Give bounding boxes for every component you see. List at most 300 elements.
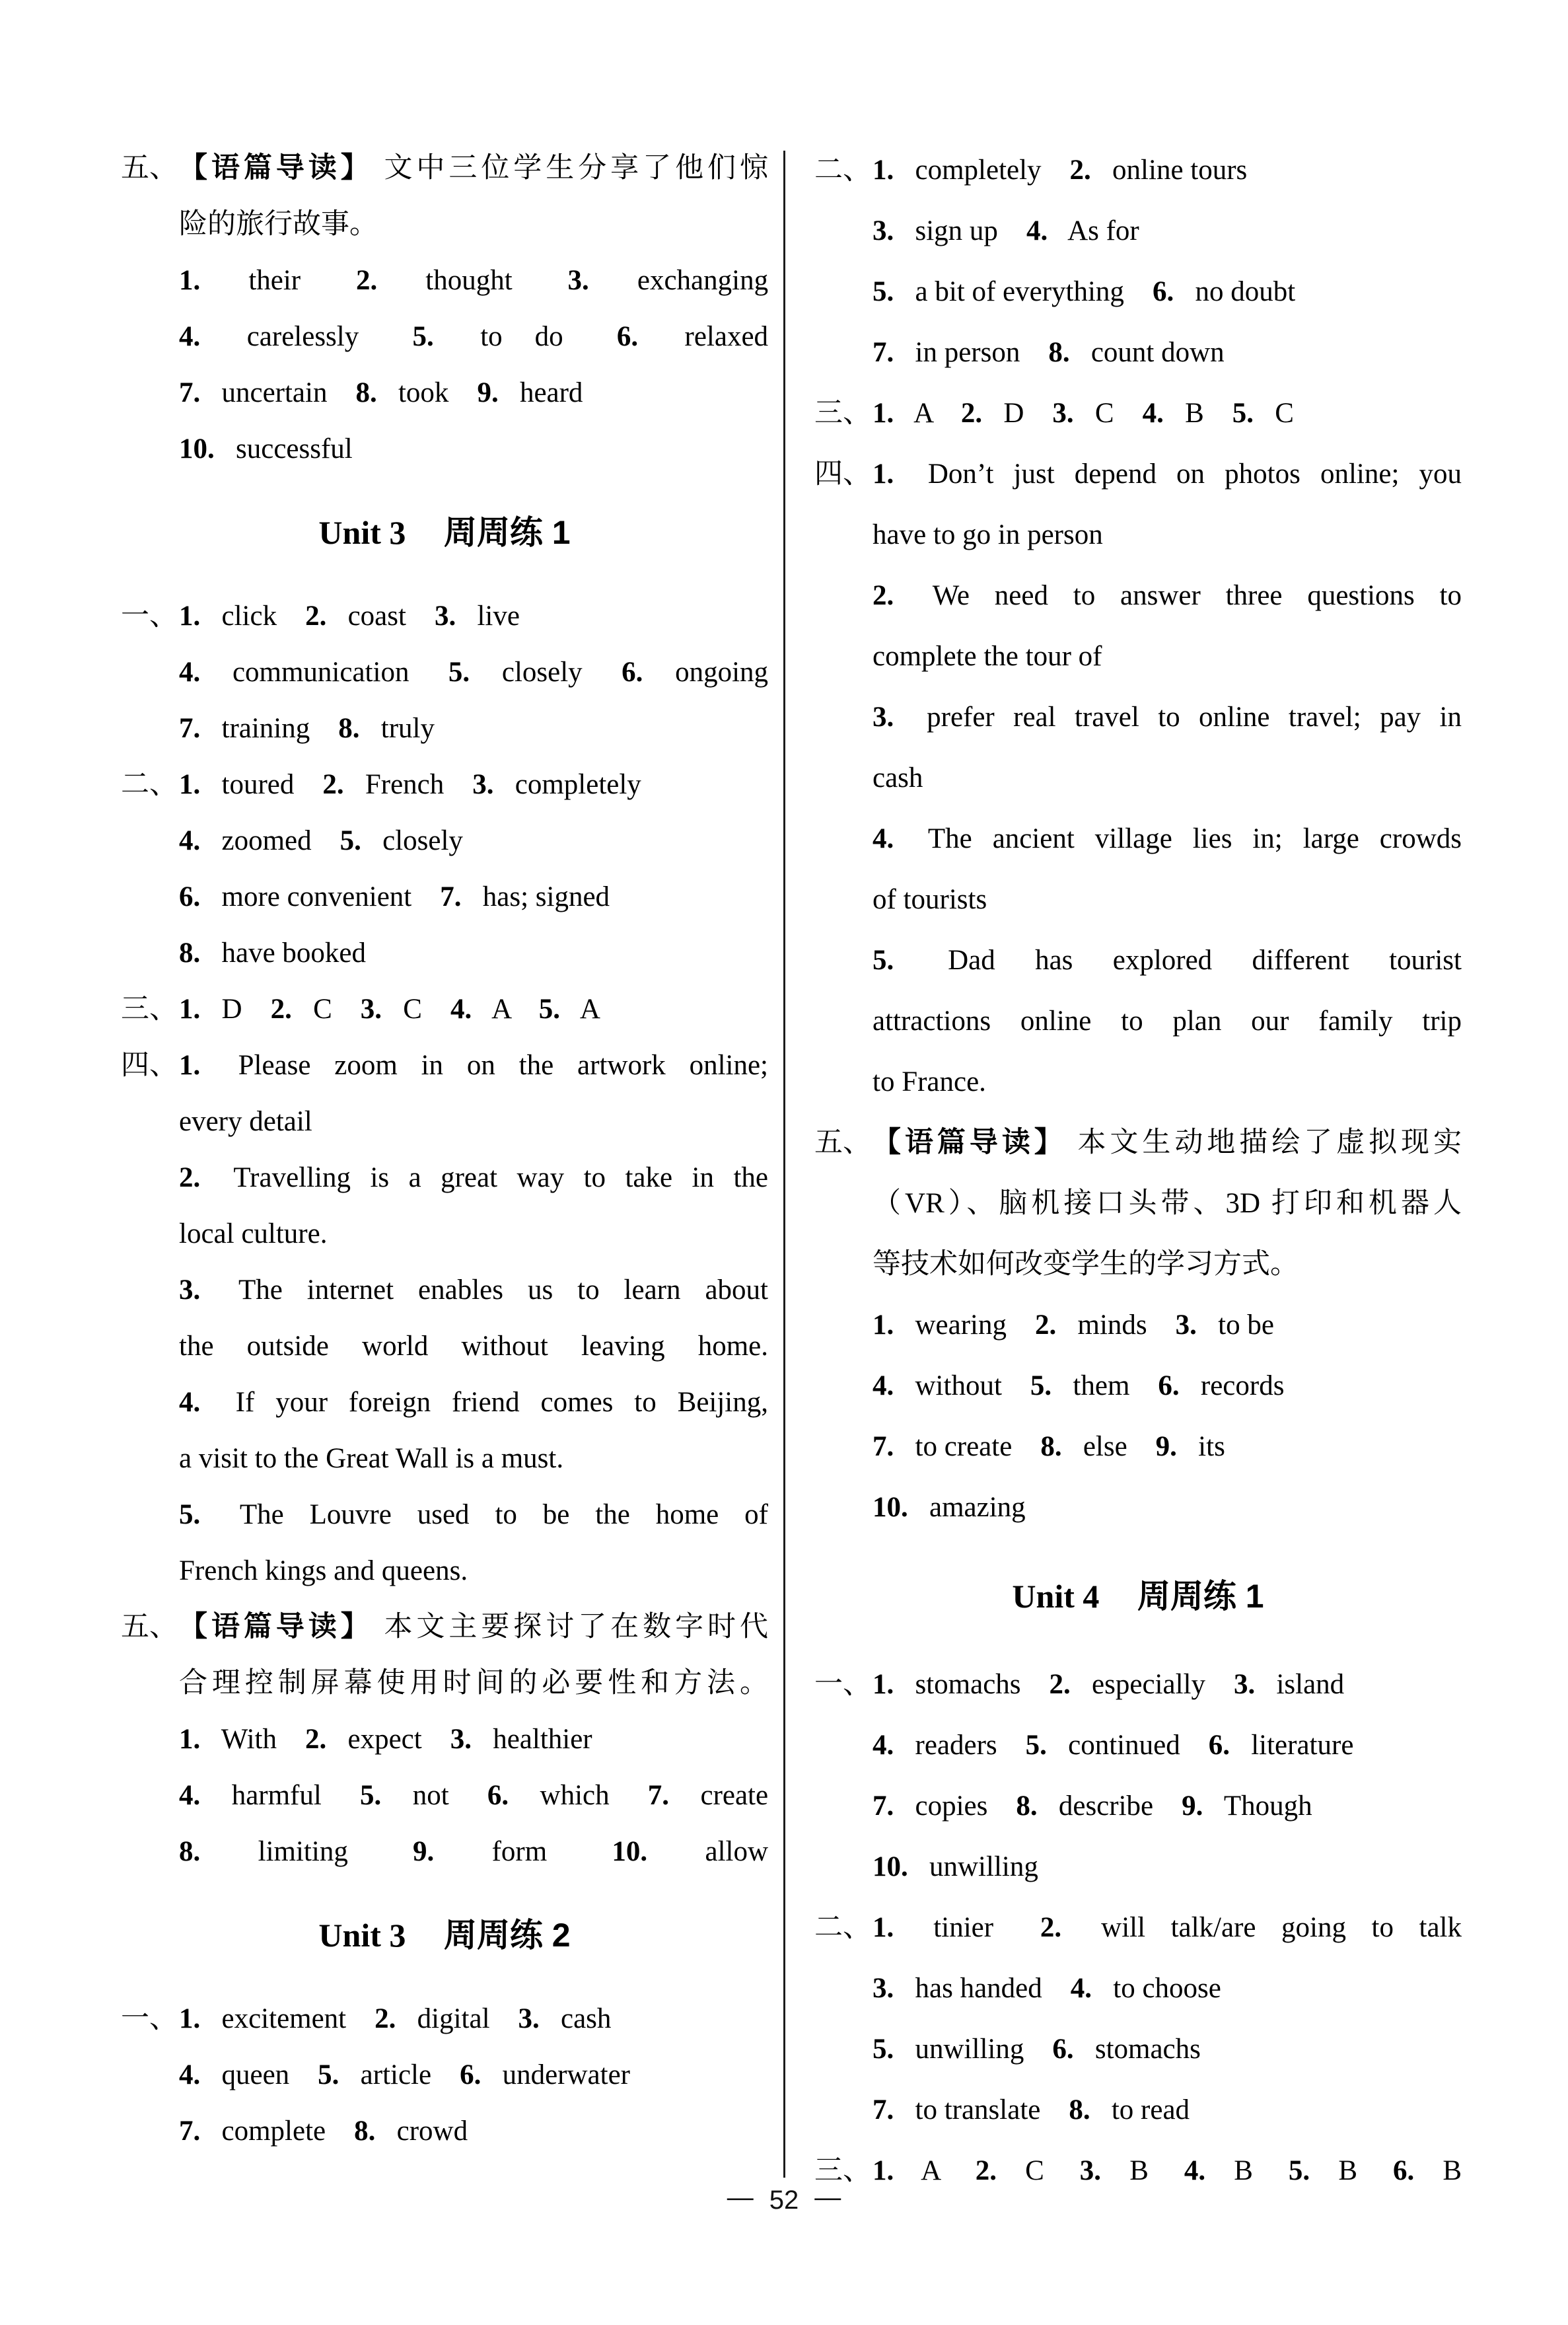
answer-text: its xyxy=(1198,1431,1225,1462)
answer-number: 5. xyxy=(873,276,894,307)
answer-number: 3. xyxy=(450,1724,472,1755)
answer-line xyxy=(121,1655,768,1711)
line-content xyxy=(179,196,768,252)
answer-text: 等技术如何改变学生的学习方式。 xyxy=(873,1249,1299,1280)
line-content xyxy=(179,644,768,700)
answer-number: 10. xyxy=(873,1851,908,1882)
answer-number: 1. xyxy=(873,398,894,429)
line-content xyxy=(179,1374,768,1430)
answer-line xyxy=(121,700,768,757)
answer-text: completely xyxy=(515,769,641,800)
answer-text: complete the tour of xyxy=(873,641,1102,672)
answer-number: 6. xyxy=(1152,276,1174,307)
answer-number: 3. xyxy=(1079,2155,1101,2186)
answer-text: their xyxy=(248,265,301,296)
guide-label: 【语篇导读】 xyxy=(179,153,373,184)
section-marker: 二、 xyxy=(121,769,178,800)
answer-number: 2. xyxy=(1049,1669,1071,1700)
answer-number: 2. xyxy=(322,769,344,800)
answer-number: 7. xyxy=(179,2116,201,2147)
answer-text: a bit of everything xyxy=(915,276,1124,307)
line-content xyxy=(179,1430,768,1487)
answer-text: prefer real travel to online travel; pay in xyxy=(927,702,1462,733)
answer-number: 4. xyxy=(450,994,472,1025)
answer-number: 1. xyxy=(179,2003,201,2034)
answer-line xyxy=(814,1052,1462,1113)
answer-text: unwilling xyxy=(929,1851,1038,1882)
line-content xyxy=(179,700,768,757)
answer-number: 2. xyxy=(975,2155,997,2186)
answer-number: 5. xyxy=(179,1499,201,1530)
answer-text: stomachs xyxy=(1094,2034,1201,2065)
line-content xyxy=(873,748,1462,809)
answer-text: limiting xyxy=(258,1836,348,1867)
answer-number: 5. xyxy=(360,1780,382,1811)
answer-number: 8. xyxy=(354,2116,376,2147)
line-content xyxy=(179,1150,768,1206)
answer-text: （VR）、脑机接口头带、3D 打印和机器人 xyxy=(873,1188,1462,1219)
answer-text: heard xyxy=(519,377,583,408)
answer-text: completely xyxy=(915,155,1042,186)
answer-text: to translate xyxy=(915,2094,1041,2125)
answer-line xyxy=(121,2047,768,2103)
answer-text: communication xyxy=(232,657,410,688)
section-marker: 三、 xyxy=(814,2155,871,2186)
line-content xyxy=(179,252,768,309)
answer-text: French xyxy=(365,769,445,800)
answer-number: 10. xyxy=(612,1836,648,1867)
line-content xyxy=(873,930,1462,991)
answer-text: stomachs xyxy=(915,1669,1021,1700)
answer-text: French kings and queens. xyxy=(179,1555,468,1586)
line-content xyxy=(873,869,1462,930)
line-content xyxy=(179,1487,768,1543)
answer-text: carelessly xyxy=(246,321,359,352)
answer-number: 1. xyxy=(179,769,201,800)
answer-text: C xyxy=(403,994,422,1025)
answer-text: As for xyxy=(1067,215,1139,246)
answer-text: A xyxy=(579,994,600,1025)
answer-text: training xyxy=(221,713,310,744)
answer-number: 7. xyxy=(873,1431,894,1462)
page-number-value: 52 xyxy=(769,2186,799,2215)
answer-number: 9. xyxy=(1182,1790,1203,1822)
answer-number: 7. xyxy=(873,1790,894,1822)
line-content xyxy=(179,1543,768,1599)
answer-number: 3. xyxy=(434,601,456,632)
section-marker: 四、 xyxy=(121,1050,178,1081)
answer-number: 6. xyxy=(179,881,201,912)
answer-text: harmful xyxy=(231,1780,322,1811)
answer-number: 3. xyxy=(472,769,494,800)
answer-text: excitement xyxy=(221,2003,347,2034)
answer-line xyxy=(814,201,1462,262)
heading-content xyxy=(814,1565,1462,1628)
answer-number: 3. xyxy=(1175,1310,1197,1341)
answer-number: 3. xyxy=(518,2003,540,2034)
answer-line xyxy=(121,1599,768,1655)
answer-number: 3. xyxy=(873,1973,894,2004)
answer-number: 5. xyxy=(1232,398,1254,429)
answer-line xyxy=(121,1093,768,1150)
answer-line xyxy=(121,757,768,813)
line-content xyxy=(179,421,768,477)
answer-text: Please zoom in on the artwork online; xyxy=(238,1050,769,1081)
answer-number: 2. xyxy=(1069,155,1091,186)
line-content xyxy=(179,1655,768,1711)
answer-text: in person xyxy=(915,337,1020,368)
answer-number: 8. xyxy=(1069,2094,1090,2125)
answer-text: ongoing xyxy=(675,657,769,688)
line-content xyxy=(873,1776,1462,1837)
answer-text: 本文主要探讨了在数字时代 xyxy=(384,1611,769,1642)
answer-text: Dad has explored different tourist xyxy=(948,945,1462,976)
answer-text: of tourists xyxy=(873,884,987,915)
answer-number: 7. xyxy=(647,1780,670,1811)
answer-number: 2. xyxy=(305,1724,327,1755)
left-column xyxy=(121,140,768,2159)
section-heading xyxy=(121,501,768,564)
answer-number: 5. xyxy=(873,945,894,976)
answer-text: to create xyxy=(915,1431,1013,1462)
answer-text: We need to answer three questions to xyxy=(932,580,1462,611)
answer-text: A xyxy=(913,398,933,429)
answer-line xyxy=(121,1767,768,1824)
answer-line xyxy=(121,1206,768,1262)
answer-number: 9. xyxy=(1155,1431,1177,1462)
answer-number: 7. xyxy=(873,337,894,368)
answer-text: readers xyxy=(915,1730,997,1761)
answer-text: cash xyxy=(873,762,923,793)
answer-line xyxy=(814,140,1462,201)
answer-line xyxy=(814,262,1462,322)
section-marker: 一、 xyxy=(814,1669,871,1700)
answer-line xyxy=(814,1715,1462,1776)
answer-text: digital xyxy=(417,2003,490,2034)
answer-text: queen xyxy=(221,2059,290,2090)
line-content xyxy=(873,262,1462,322)
section-marker: 二、 xyxy=(814,155,871,186)
line-content xyxy=(873,566,1462,626)
answer-line xyxy=(814,1417,1462,1477)
answer-line xyxy=(121,925,768,981)
line-content xyxy=(179,309,768,365)
page-number-dash-right: — xyxy=(814,2183,841,2212)
answer-text: 合理控制屏幕使用时间的必要性和方法。 xyxy=(179,1668,768,1699)
answer-number: 2. xyxy=(179,1162,201,1193)
answer-line xyxy=(121,1318,768,1374)
answer-line xyxy=(121,1262,768,1318)
guide-label: 【语篇导读】 xyxy=(873,1127,1067,1158)
answer-line xyxy=(121,196,768,252)
line-content xyxy=(179,869,768,925)
answer-text: count down xyxy=(1090,337,1225,368)
answer-line xyxy=(814,1173,1462,1234)
answer-text: 文中三位学生分享了他们惊 xyxy=(384,153,769,184)
answer-text: healthier xyxy=(493,1724,592,1755)
answer-text: amazing xyxy=(929,1492,1026,1523)
answer-text: more convenient xyxy=(221,881,412,912)
line-content xyxy=(873,1477,1462,1538)
line-content xyxy=(179,2103,768,2159)
answer-line xyxy=(121,1991,768,2047)
answer-text: thought xyxy=(425,265,513,296)
answer-number: 7. xyxy=(440,881,462,912)
answer-line xyxy=(121,365,768,421)
guide-label: 【语篇导读】 xyxy=(179,1611,373,1642)
answer-text: not xyxy=(412,1780,449,1811)
answer-line xyxy=(814,1898,1462,1958)
answer-text: every detail xyxy=(179,1106,312,1137)
answer-number: 4. xyxy=(873,1370,894,1401)
answer-number: 6. xyxy=(616,321,639,352)
answer-number: 2. xyxy=(873,580,894,611)
section-marker: 一、 xyxy=(121,2003,178,2034)
answer-number: 4. xyxy=(179,1780,201,1811)
answer-text: wearing xyxy=(915,1310,1007,1341)
answer-number: 1. xyxy=(179,601,201,632)
answer-text: D xyxy=(221,994,242,1025)
answer-text: D xyxy=(1003,398,1024,429)
answer-line xyxy=(814,748,1462,809)
answer-line xyxy=(814,1234,1462,1295)
answer-number: 1. xyxy=(873,459,894,490)
answer-text: to be xyxy=(1218,1310,1274,1341)
answer-text: If your foreign friend comes to Beijing, xyxy=(235,1387,768,1418)
answer-line xyxy=(814,1113,1462,1173)
line-content xyxy=(179,1991,768,2047)
answer-line xyxy=(121,1711,768,1767)
heading-content xyxy=(121,501,768,564)
answer-number: 6. xyxy=(1208,1730,1230,1761)
answer-line xyxy=(814,444,1462,505)
answer-number: 1. xyxy=(179,994,201,1025)
answer-text: B xyxy=(1443,2155,1462,2186)
line-content xyxy=(873,1295,1462,1356)
answer-text: Don’t just depend on photos online; you xyxy=(927,459,1462,490)
line-content xyxy=(873,687,1462,748)
answer-text: took xyxy=(398,377,449,408)
answer-text: complete xyxy=(221,2116,326,2147)
answer-line xyxy=(121,1150,768,1206)
answer-text: allow xyxy=(705,1836,769,1867)
section-marker: 三、 xyxy=(121,994,178,1025)
section-marker: 五、 xyxy=(121,153,178,184)
answer-line xyxy=(121,588,768,644)
answer-number: 6. xyxy=(622,657,643,688)
answer-number: 8. xyxy=(1048,337,1070,368)
answer-text: describe xyxy=(1058,1790,1154,1822)
answer-text: has; signed xyxy=(482,881,610,912)
line-content xyxy=(873,991,1462,1052)
line-content xyxy=(179,813,768,869)
answer-text: minds xyxy=(1077,1310,1147,1341)
line-content xyxy=(179,1262,768,1318)
line-content xyxy=(179,1037,768,1093)
answer-number: 3. xyxy=(1233,1669,1256,1700)
answer-number: 1. xyxy=(873,1669,894,1700)
answer-line xyxy=(121,1824,768,1880)
line-content xyxy=(873,322,1462,383)
answer-text: With xyxy=(221,1724,277,1755)
line-content xyxy=(873,201,1462,262)
answer-line xyxy=(814,566,1462,626)
answer-line xyxy=(121,421,768,477)
answer-number: 9. xyxy=(412,1836,435,1867)
answer-number: 10. xyxy=(179,433,215,464)
answer-line xyxy=(121,1374,768,1430)
answer-number: 7. xyxy=(179,377,201,408)
line-content xyxy=(873,1958,1462,2019)
line-content xyxy=(873,1654,1462,1715)
answer-line xyxy=(121,1430,768,1487)
answer-text: the outside world without leaving home. xyxy=(179,1331,768,1362)
line-content xyxy=(873,2019,1462,2080)
answer-number: 4. xyxy=(1184,2155,1206,2186)
answer-text: local culture. xyxy=(179,1218,328,1249)
answer-number: 4. xyxy=(1026,215,1048,246)
answer-text: coast xyxy=(347,601,406,632)
answer-line xyxy=(121,252,768,309)
answer-line xyxy=(814,505,1462,566)
answer-line xyxy=(121,2103,768,2159)
answer-text: island xyxy=(1276,1669,1345,1700)
answer-line xyxy=(814,2019,1462,2080)
line-content xyxy=(873,1234,1462,1295)
answer-number: 5. xyxy=(448,657,470,688)
answer-line xyxy=(814,687,1462,748)
answer-number: 1. xyxy=(873,2155,894,2186)
answer-line xyxy=(814,869,1462,930)
answer-line xyxy=(121,1487,768,1543)
answer-number: 8. xyxy=(355,377,377,408)
line-content xyxy=(873,1113,1462,1173)
line-content xyxy=(873,444,1462,505)
answer-text: Travelling is a great way to take in the xyxy=(233,1162,768,1193)
answer-text: exchanging xyxy=(637,265,769,296)
line-content xyxy=(873,1837,1462,1898)
answer-number: 4. xyxy=(873,1730,894,1761)
section-marker: 一、 xyxy=(121,601,178,632)
line-content xyxy=(179,1093,768,1150)
answer-text: especially xyxy=(1092,1669,1205,1700)
answer-text: have to go in person xyxy=(873,519,1103,550)
answer-text: else xyxy=(1083,1431,1127,1462)
answer-text: 险的旅行故事。 xyxy=(179,209,378,240)
answer-text: records xyxy=(1200,1370,1285,1401)
answer-text: expect xyxy=(347,1724,422,1755)
line-content xyxy=(179,1824,768,1880)
answer-text: C xyxy=(1025,2155,1044,2186)
answer-text: to do xyxy=(480,321,563,352)
answer-text: click xyxy=(221,601,277,632)
answer-text: online tours xyxy=(1112,155,1248,186)
answer-line xyxy=(121,1543,768,1599)
answer-number: 8. xyxy=(179,1836,201,1867)
heading-practice-label: 周周练 2 xyxy=(443,1917,571,1954)
line-content xyxy=(179,981,768,1037)
answer-line xyxy=(121,309,768,365)
answer-text: uncertain xyxy=(221,377,328,408)
answer-number: 4. xyxy=(179,825,201,856)
answer-text: form xyxy=(491,1836,548,1867)
answer-number: 8. xyxy=(1040,1431,1062,1462)
answer-number: 2. xyxy=(355,265,378,296)
answer-line xyxy=(814,626,1462,687)
answer-number: 9. xyxy=(477,377,499,408)
line-content xyxy=(179,925,768,981)
section-heading xyxy=(814,1565,1462,1628)
answer-text: without xyxy=(915,1370,1002,1401)
answer-text: them xyxy=(1073,1370,1130,1401)
answer-number: 2. xyxy=(960,398,983,429)
answer-line xyxy=(814,383,1462,444)
line-content xyxy=(179,1318,768,1374)
answer-line xyxy=(121,981,768,1037)
answer-number: 2. xyxy=(374,2003,396,2034)
answer-number: 4. xyxy=(179,2059,201,2090)
answer-number: 6. xyxy=(1158,1370,1180,1401)
answer-line xyxy=(814,930,1462,991)
answer-text: B xyxy=(1185,398,1204,429)
line-content xyxy=(873,1052,1462,1113)
answer-number: 1. xyxy=(873,1310,894,1341)
answer-number: 3. xyxy=(1052,398,1074,429)
line-content xyxy=(179,757,768,813)
answer-number: 3. xyxy=(567,265,589,296)
answer-line xyxy=(121,140,768,196)
line-content xyxy=(873,140,1462,201)
answer-text: cash xyxy=(561,2003,612,2034)
answer-number: 6. xyxy=(1052,2034,1074,2065)
answer-text: B xyxy=(1338,2155,1357,2186)
answer-text: A xyxy=(921,2155,940,2186)
line-content xyxy=(873,383,1462,444)
answer-text: C xyxy=(313,994,332,1025)
answer-text: tinier xyxy=(933,1912,994,1943)
answer-number: 6. xyxy=(487,1780,509,1811)
answer-text: has handed xyxy=(915,1973,1042,2004)
heading-practice-label: 周周练 1 xyxy=(443,514,571,551)
line-content xyxy=(873,809,1462,869)
answer-number: 4. xyxy=(1142,398,1164,429)
answer-number: 5. xyxy=(412,321,434,352)
section-heading xyxy=(121,1903,768,1967)
heading-unit-label: Unit 3 xyxy=(318,1917,406,1954)
line-content xyxy=(873,1356,1462,1417)
line-content xyxy=(873,1898,1462,1958)
answer-number: 4. xyxy=(179,1387,201,1418)
line-content xyxy=(873,2141,1462,2201)
answer-line xyxy=(814,1477,1462,1538)
line-content xyxy=(873,1173,1462,1234)
answer-line xyxy=(121,644,768,700)
answer-line xyxy=(814,1295,1462,1356)
answer-number: 5. xyxy=(538,994,561,1025)
answer-number: 5. xyxy=(1030,1370,1052,1401)
answer-line xyxy=(814,991,1462,1052)
answer-number: 8. xyxy=(179,938,201,969)
heading-unit-label: Unit 3 xyxy=(318,514,406,551)
line-content xyxy=(179,2047,768,2103)
answer-text: literature xyxy=(1251,1730,1354,1761)
section-marker: 五、 xyxy=(814,1127,871,1158)
line-content xyxy=(873,1417,1462,1477)
answer-text: sign up xyxy=(915,215,998,246)
answer-number: 5. xyxy=(873,2034,894,2065)
answer-line xyxy=(814,1654,1462,1715)
page-number xyxy=(652,2183,916,2215)
